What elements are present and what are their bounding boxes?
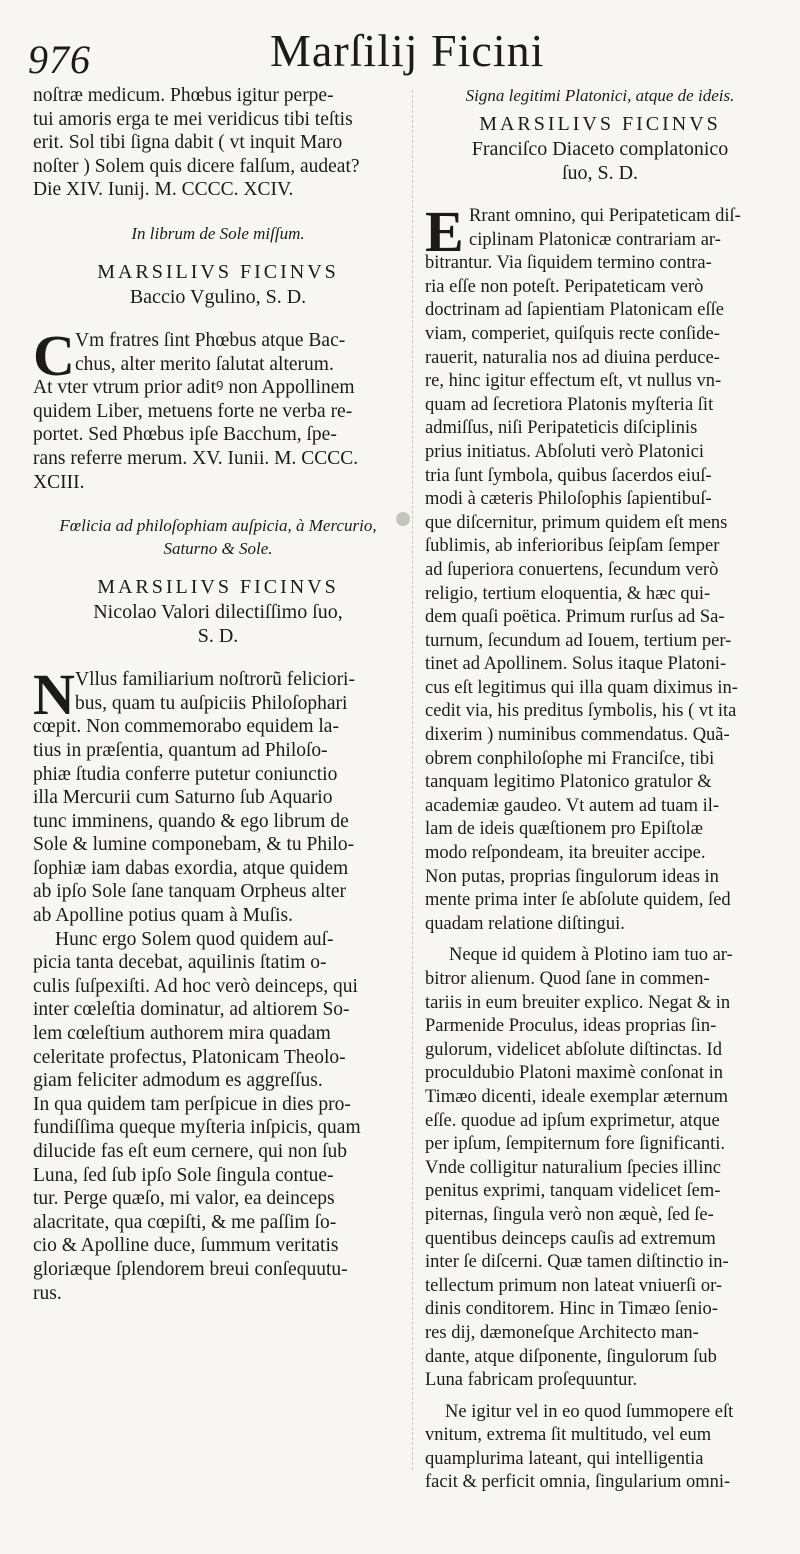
- text-line: lam de ideis quæſtionem pro Epiſtolæ: [425, 819, 703, 840]
- text-line: re, hinc igitur effectum eſt, vt nullus vn-: [425, 371, 722, 392]
- text-line: erit. Sol tibi ſigna dabit ( vt inquit Maro: [33, 132, 343, 154]
- text-line: culis ſuſpexiſti. Ad hoc verò deinceps, qui: [33, 975, 358, 997]
- text-line: tria ſunt ſymbola, quibus ſacerdos eiuſ-: [425, 465, 712, 486]
- text-line: penitus exprimi, tanquam videlicet ſem-: [425, 1181, 721, 1202]
- text-line: turnum, ſecundum ad Iouem, tertium per-: [425, 630, 732, 651]
- text-line: Vllus familiarium noſtrorũ feliciori-: [75, 669, 355, 691]
- text-line: gloriæque ſplendorem breui conſequutu-: [33, 1258, 348, 1280]
- drop-cap: N: [33, 662, 75, 728]
- text-line: In qua quidem tam perſpicue in dies pro-: [33, 1093, 351, 1115]
- text-line: Vnde colligitur naturalium ſpecies illinc: [425, 1157, 721, 1178]
- text-line: noſter ) Solem quis dicere falſum, audeat?: [33, 155, 360, 177]
- gutter: [412, 90, 413, 1470]
- text-line: celeritate profectus, Platonicam Theolo-: [33, 1046, 346, 1068]
- text-line: obrem conphiloſophe mi Franciſce, tibi: [425, 748, 715, 769]
- text-line: rauerit, naturalia nos ad diuina perduce-: [425, 347, 720, 368]
- text-line: cus eſt legitimus qui illa quam diximus in-: [425, 677, 738, 698]
- page-number: 976: [28, 37, 91, 82]
- text-line: bus, quam tu auſpiciis Philoſophari: [75, 692, 348, 714]
- text-line: quidem Liber, metuens forte ne verba re-: [33, 400, 353, 422]
- text-line: dinis conditorem. Hinc in Timæo ſenio-: [425, 1299, 718, 1320]
- text-line: facit & perficit omnia, ſingularium omni-: [425, 1472, 731, 1493]
- text-line: Timæo dicenti, ideale exemplar æternum: [425, 1086, 728, 1107]
- text-line: quam ad ſecretiora Platonis myſteria ſit: [425, 394, 714, 415]
- letter-caption: Saturno & Sole.: [163, 539, 273, 559]
- text-line: dixerim ) numinibus commendatus. Quã-: [425, 725, 730, 746]
- text-line: ad ſuperiora conuertens, ſecundum verò: [425, 559, 719, 580]
- letter-heading: MARSILIVS FICINVS: [97, 260, 339, 283]
- text-line: Ne igitur vel in eo quod ſummopere eſt: [445, 1401, 734, 1422]
- drop-cap: C: [33, 322, 75, 388]
- text-line: Sole & lumine componebam, & tu Philo-: [33, 834, 355, 856]
- text-line: ſophiæ iam dabas exordia, atque quidem: [33, 857, 349, 879]
- text-line: piternas, ſingula verò non æquè, ſed ſe-: [425, 1204, 714, 1225]
- text-line: mente prima inter ſe abſolute quidem, ſed: [425, 890, 731, 911]
- text-line: religio, tertium eloquentia, & hæc qui-: [425, 583, 711, 604]
- text-line: per ipſum, ſempiternum fore ſignificanti.: [425, 1134, 726, 1155]
- text-line: Rrant omnino, qui Peripateticam diſ-: [469, 206, 741, 226]
- text-line: tellectum primum non lateat vniuerſi or-: [425, 1275, 723, 1296]
- text-line: gulorum, videlicet abſolute diſtinctas. Id: [425, 1039, 722, 1060]
- text-line: viam, comperiet, quiſquis recte conſide-: [425, 323, 720, 344]
- text-line: noſtræ medicum. Phœbus igitur perpe-: [33, 85, 334, 106]
- letter-heading: MARSILIVS FICINVS: [479, 113, 721, 135]
- text-line: quentibus deinceps cauſis ad extremum: [425, 1228, 716, 1249]
- text-line: XCIII.: [33, 471, 85, 493]
- text-line: portet. Sed Phœbus ipſe Bacchum, ſpe-: [33, 424, 337, 446]
- text-line: doctrinam ad ſapientiam Platonicam eſſe: [425, 300, 724, 321]
- text-line: ria eſſe non poteſt. Peripateticam verò: [425, 276, 704, 297]
- paragraph: [425, 944, 775, 1392]
- text-line: picia tanta decebat, aquilinis ſtatim o-: [33, 952, 327, 974]
- text-line: bitror alienum. Quod ſane in commen-: [425, 969, 710, 989]
- text-line: tinet ad Apollinem. Solus itaque Platoni-: [425, 654, 727, 675]
- text-line: Luna, ſed ſub ipſo Sole ſingula contue-: [33, 1164, 334, 1186]
- text-line: alacritate, qua cœpiſti, & me paſſim ſo-: [33, 1211, 337, 1233]
- letter-heading: MARSILIVS FICINVS: [97, 576, 339, 599]
- letter-body: [33, 662, 403, 1305]
- text-line: dilucide fas eſt eum cernere, qui non ſub: [33, 1141, 348, 1162]
- text-line: dem quaſi poëtica. Primum rurſus ad Sa-: [425, 607, 725, 628]
- text-line: dante, atque diſponente, ſingulorum ſub: [425, 1346, 717, 1367]
- text-line: ab Apolline potius quam à Muſis.: [33, 905, 293, 927]
- text-line: fundiſſima queque myſteria inſpicis, quam: [33, 1117, 361, 1139]
- text-line: tanquam legitimo Platonico gratulor &: [425, 772, 712, 793]
- text-line: giam feliciter admodum es aggreſſus.: [33, 1070, 323, 1092]
- text-line: tariis in eum breuiter explico. Negat & in: [425, 992, 731, 1013]
- text-line: cedit via, his preditus ſymbolis, his ( vt ita: [425, 701, 737, 722]
- letter-salutation: S. D.: [197, 625, 239, 648]
- text-line: ab ipſo Sole ſane tanquam Orpheus alter: [33, 881, 346, 903]
- letter-salutation: ſuo, S. D.: [561, 162, 639, 184]
- text-line: inter cœleſtia dominatur, ad altiorem So-: [33, 999, 350, 1021]
- letter-caption: Signa legitimi Platonici, atque de ideis.: [465, 86, 735, 105]
- text-line: ciplinam Platonicæ contrariam ar-: [469, 229, 721, 250]
- text-line: At vter vtrum prior aditꝰ non Appollinem: [33, 377, 355, 399]
- text-line: Luna fabricam proſequuntur.: [425, 1370, 638, 1391]
- text-line: rans referre merum. XV. Iunii. M. CCCC.: [33, 447, 359, 469]
- text-line: lem cœleſtium authorem mira quadam: [33, 1023, 331, 1045]
- text-line: bitrantur. Via ſiquidem termino contra-: [425, 253, 712, 274]
- paragraph: [425, 1401, 775, 1495]
- right-column: [425, 84, 775, 1495]
- text-line: tius in præſentia, quantum ad Philoſo-: [33, 739, 328, 761]
- letter-body: [425, 199, 775, 936]
- letter-body: [33, 322, 403, 494]
- text-line: tur. Perge quæſo, mi valor, ea deinceps: [33, 1188, 335, 1210]
- text-line: Die XIV. Iunij. M. CCCC. XCIV.: [33, 179, 294, 201]
- text-line: Non putas, proprias ſingulorum ideas in: [425, 866, 719, 887]
- text-line: chus, alter merito ſalutat alterum.: [75, 353, 334, 375]
- text-line: admiſſus, niſi Peripateticis diſciplinis: [425, 418, 698, 439]
- text-line: modo reſpondeam, ita breuiter accipe.: [425, 843, 706, 864]
- text-line: cœpit. Non commemorabo equidem la-: [33, 716, 339, 738]
- text-line: academiæ gaudeo. Vt autem ad tuam il-: [425, 795, 720, 816]
- text-line: prius initiatus. Abſoluti verò Platonici: [425, 441, 705, 462]
- text-line: tunc imminens, quando & ego librum de: [33, 810, 349, 832]
- text-line: que diſcernitur, primum quidem eſt mens: [425, 512, 728, 533]
- text-line: tui amoris erga te mei veridicus tibi teſtis: [33, 108, 353, 130]
- letter-caption: Fœlicia ad philoſophiam auſpicia, à Mercurio,: [59, 516, 377, 536]
- page-header: [0, 14, 800, 84]
- text-line: rus.: [33, 1282, 62, 1304]
- text-line: quamplurima lateant, qui intelligentia: [425, 1448, 704, 1469]
- text-line: modi à cæteris Philoſophis ſapientibuſ-: [425, 489, 712, 510]
- left-column: [33, 84, 403, 1305]
- running-title: Marſilij Ficini: [270, 25, 545, 76]
- text-line: res dij, dæmoneſque Architecto man-: [425, 1322, 699, 1343]
- text-line: Parmenide Proculus, ideas proprias ſin-: [425, 1016, 717, 1037]
- letter-addressee: Franciſco Diaceto complatonico: [471, 138, 729, 160]
- text-line: Hunc ergo Solem quod quidem auſ-: [55, 928, 334, 950]
- text-line: phiæ ſtudia conferre putetur coniunctio: [33, 763, 338, 785]
- text-line: Neque id quidem à Plotino iam tuo ar-: [449, 945, 733, 966]
- text-line: illa Mercurii cum Saturno ſub Aquario: [33, 787, 333, 809]
- text-line: Vm fratres ſint Phœbus atque Bac-: [75, 329, 346, 351]
- letter-addressee: Nicolao Valori dilectiſſimo ſuo,: [93, 601, 343, 624]
- text-line: vnitum, extrema ſit multitudo, vel eum: [425, 1425, 712, 1446]
- text-line: quadam relatione diſtingui.: [425, 913, 625, 934]
- drop-cap: E: [425, 199, 464, 264]
- letter-addressee: Baccio Vgulino, S. D.: [129, 285, 307, 308]
- text-line: eſſe. quodue ad ipſum exprimetur, atque: [425, 1110, 720, 1131]
- text-line: cio & Apolline duce, ſummum veritatis: [33, 1235, 339, 1257]
- text-line: inter ſe diſcerni. Quæ tamen diſtinctio in-: [425, 1252, 729, 1273]
- letter-caption: In librum de Sole miſſum.: [131, 223, 305, 243]
- text-line: proculdubio Platoni maximè conſonat in: [425, 1063, 724, 1084]
- continued-letter: [33, 84, 403, 202]
- text-line: ſublimis, ab inferioribus ſeipſam ſemper: [425, 536, 720, 557]
